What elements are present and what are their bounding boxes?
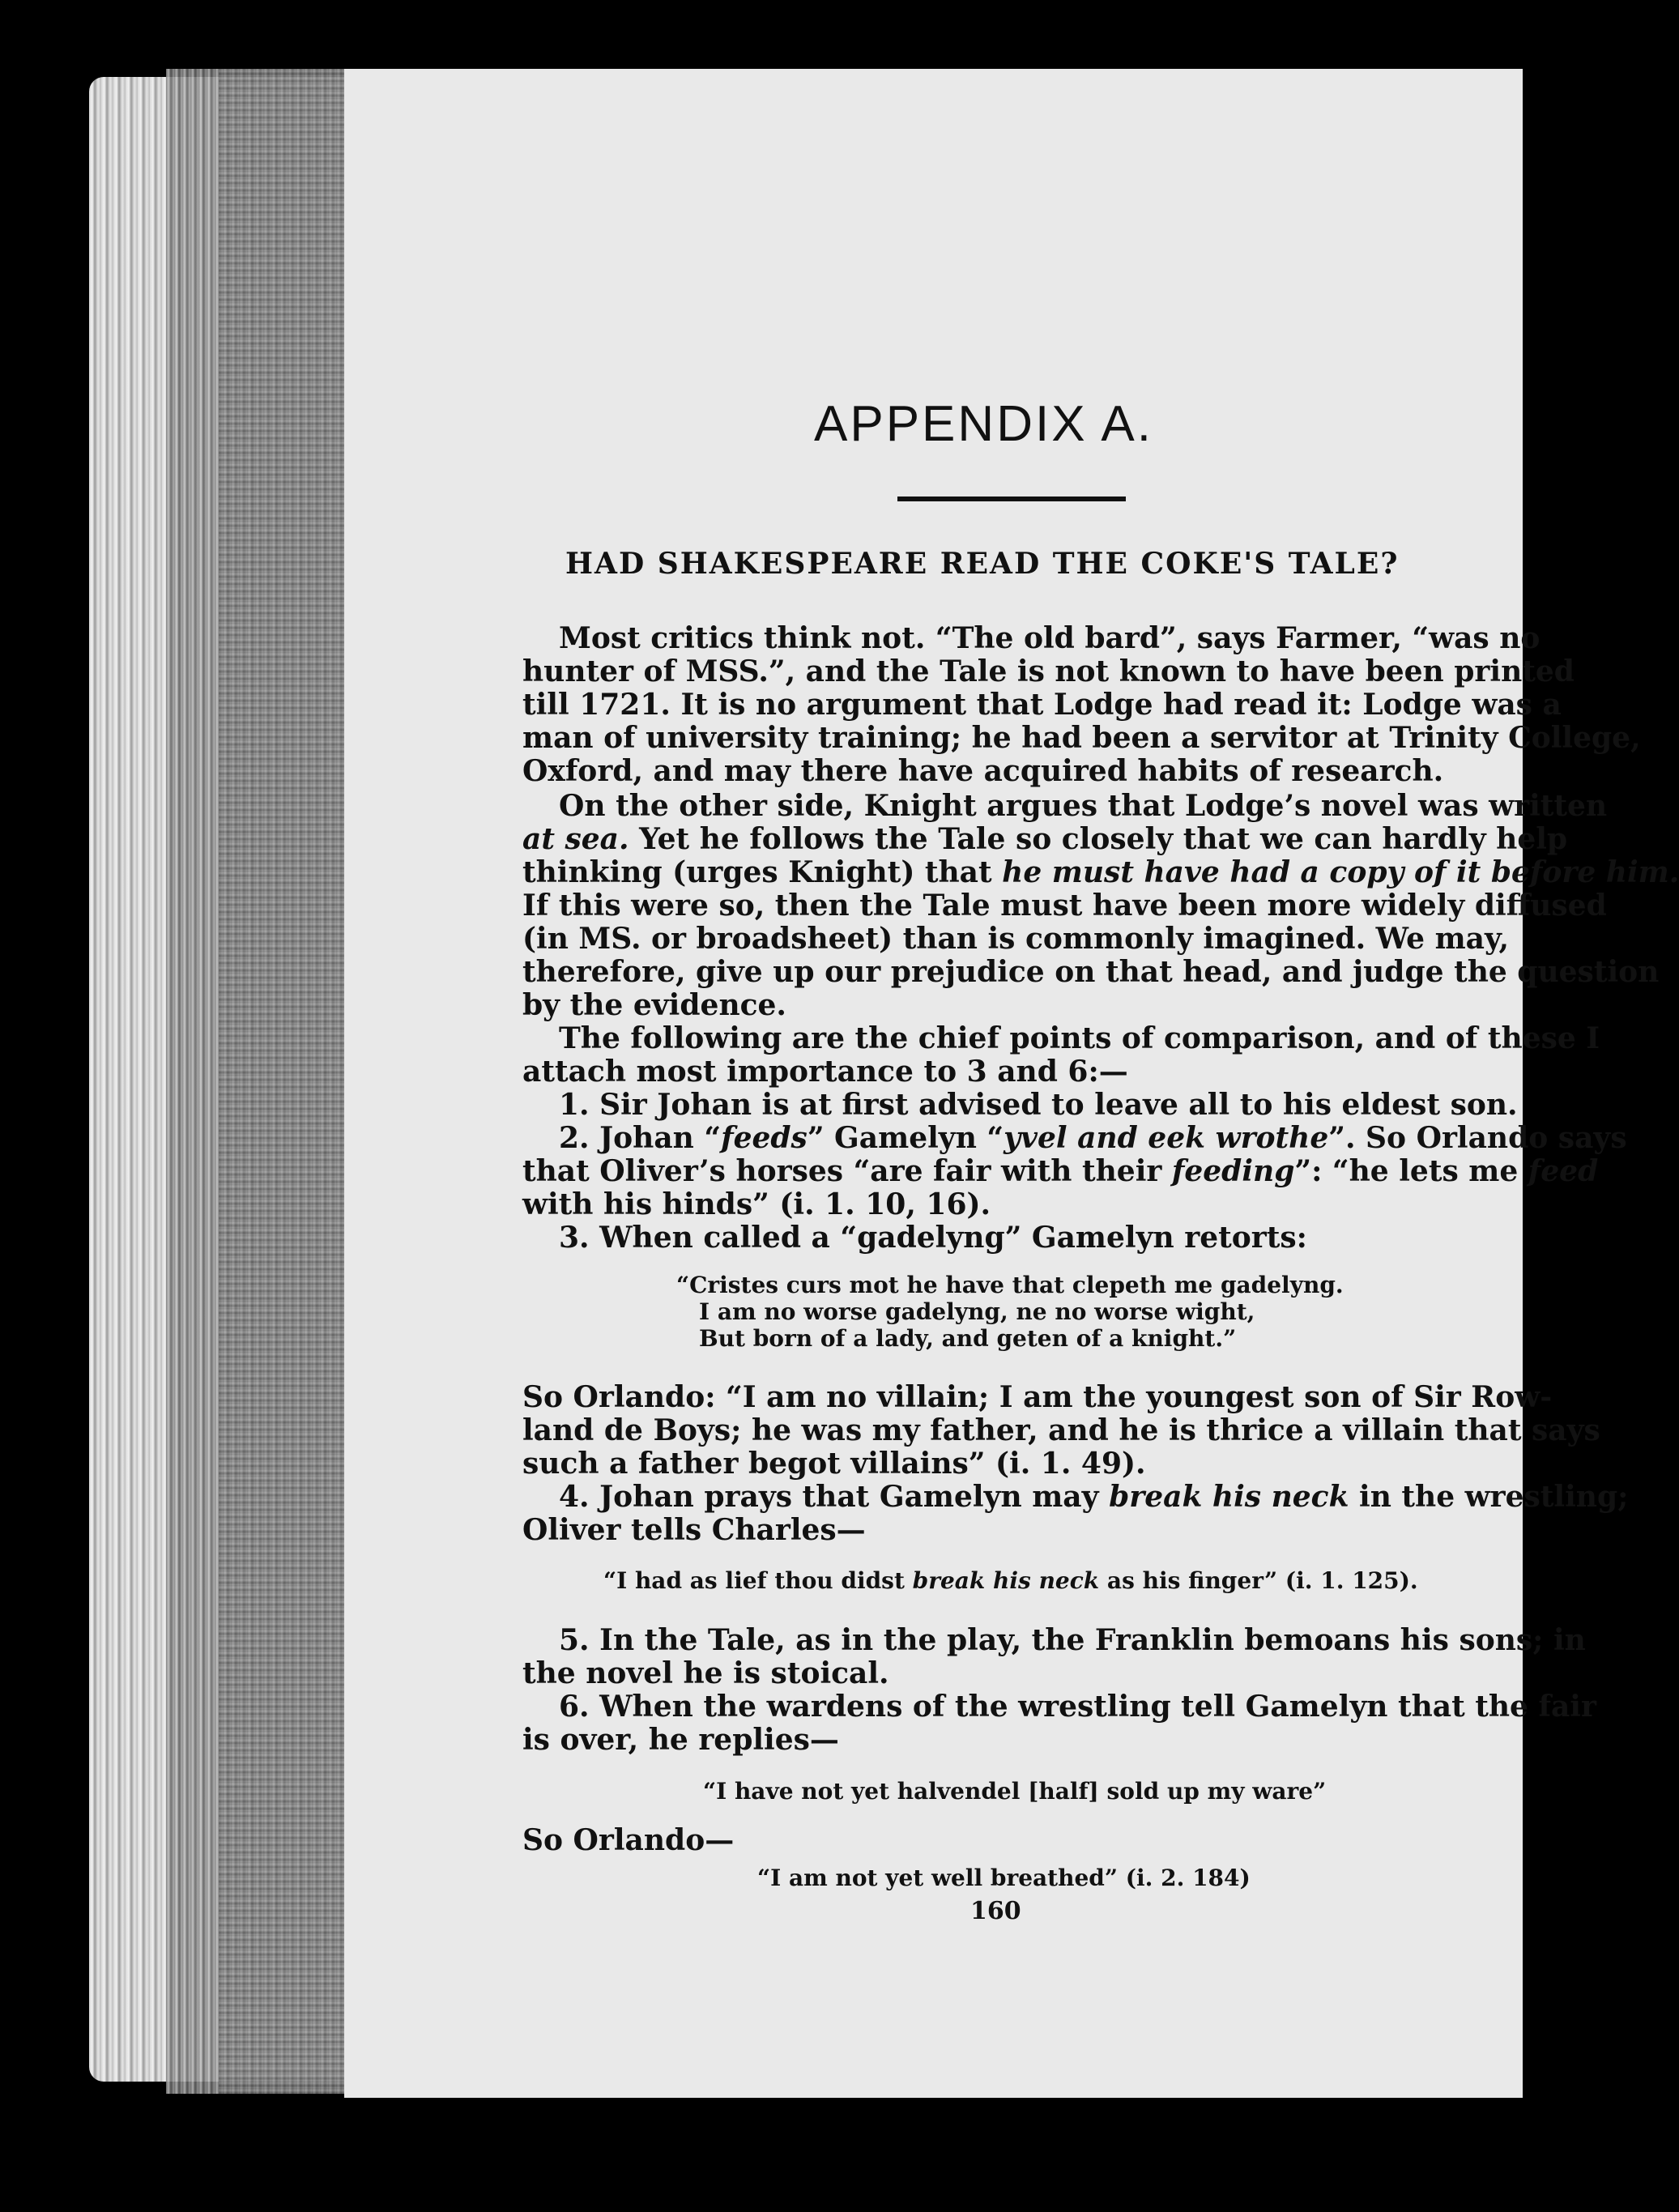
text-line: land de Boys; he was my father, and he is thrice a villain that says: [522, 1413, 1600, 1447]
text-span: in the wrestling;: [1349, 1480, 1629, 1514]
text-line: man of university training; he had been a servitor at Trinity College,: [522, 721, 1641, 755]
text-line: [522, 1154, 1599, 1188]
paragraph-orlando: [522, 1380, 1629, 1547]
text-span: as his finger” (i. 1. 125).: [1099, 1567, 1418, 1594]
italic-text: feeding: [1171, 1154, 1295, 1188]
text-line: [522, 822, 1568, 856]
text-span: ” Gamelyn “: [807, 1121, 1004, 1155]
point-4: [522, 1480, 1629, 1514]
section-subtitle: HAD SHAKESPEARE READ THE COKE'S TALE?: [565, 547, 1400, 581]
text-span: 4. Johan prays that Gamelyn may: [559, 1480, 1110, 1514]
text-line: The following are the chief points of comparison, and of these I: [559, 1021, 1600, 1055]
italic-text: at sea.: [522, 822, 629, 856]
text-span: ”. So Orlando says: [1328, 1121, 1627, 1155]
text-line: If this were so, then the Tale must have been more widely diffused: [522, 889, 1607, 923]
text-line: [522, 855, 1679, 889]
point-3: 3. When called a “gadelyng” Gamelyn retorts:: [559, 1221, 1307, 1255]
text-line: therefore, give up our prejudice on that head, and judge the question: [522, 955, 1660, 989]
text-line: till 1721. It is no argument that Lodge had read it: Lodge was a: [522, 688, 1562, 722]
text-span: ”: “he lets me: [1294, 1154, 1528, 1188]
italic-text: he must have had a copy of it before him.: [1002, 855, 1679, 889]
text-span: 2. Johan “: [559, 1121, 722, 1155]
orlando-2: [522, 1824, 1482, 1857]
text-line: by the evidence.: [522, 988, 786, 1022]
italic-text: feed: [1528, 1154, 1599, 1188]
text-line: (in MS. or broadsheet) than is commonly imagined. We may,: [522, 922, 1510, 956]
italic-text: yvel and eek wrothe: [1004, 1121, 1329, 1155]
text-line: is over, he replies—: [522, 1723, 839, 1757]
paragraph-points-5-6: [522, 1623, 1596, 1757]
point-1: 1. Sir Johan is at first advised to leave all to his eldest son.: [559, 1088, 1518, 1122]
italic-text: break his neck: [912, 1567, 1100, 1594]
point-5: 5. In the Tale, as in the play, the Franklin bemoans his sons; in: [559, 1623, 1586, 1657]
text-line: So Orlando: “I am no villain; I am the youngest son of Sir Row-: [522, 1380, 1553, 1414]
text-line: Most critics think not. “The old bard”, says Farmer, “was no: [559, 621, 1541, 655]
heading-rule: [897, 497, 1126, 501]
text-line: such a father begot villains” (i. 1. 49).: [522, 1447, 1146, 1481]
quote-halvendel: “I have not yet halvendel [half] sold up my ware”: [703, 1778, 1327, 1805]
point-6: 6. When the wardens of the wrestling tell Gamelyn that the fair: [559, 1690, 1596, 1724]
page-number: 160: [970, 1897, 1021, 1925]
point-2: [522, 1121, 1627, 1155]
text-line: attach most importance to 3 and 6:—: [522, 1055, 1128, 1089]
text-span: thinking (urges Knight) that: [522, 855, 1003, 889]
appendix-heading: APPENDIX A.: [814, 396, 1153, 452]
paragraph-3: [522, 1021, 1627, 1255]
quote-breathed: “I am not yet well breathed” (i. 2. 184): [757, 1865, 1251, 1891]
text-line: So Orlando—: [522, 1823, 735, 1857]
quote-line: But born of a lady, and geten of a knight.”: [699, 1325, 1237, 1352]
text-span: “I had as lief thou didst: [603, 1567, 913, 1594]
quote-line: I am no worse gadelyng, ne no worse wight,: [699, 1298, 1255, 1325]
paragraph-1: [522, 621, 1641, 788]
text-line: Oliver tells Charles—: [522, 1513, 866, 1547]
italic-text: feeds: [721, 1121, 808, 1155]
text-span: Yet he follows the Tale so closely that we can hardly help: [629, 822, 1568, 856]
text-line: with his hinds” (i. 1. 10, 16).: [522, 1187, 991, 1221]
paragraph-2: [522, 789, 1679, 1022]
italic-text: break his neck: [1109, 1480, 1349, 1514]
text-span: that Oliver’s horses “are fair with their: [522, 1154, 1172, 1188]
text-line: the novel he is stoical.: [522, 1656, 889, 1690]
quote-line: “Cristes curs mot he have that clepeth me gadelyng.: [676, 1272, 1344, 1298]
text-line: On the other side, Knight argues that Lodge’s novel was written: [559, 789, 1608, 823]
quote-gamelyn: [676, 1272, 1344, 1352]
text-line: hunter of MSS.”, and the Tale is not known to have been printed: [522, 654, 1575, 688]
quote-oliver: [603, 1567, 1418, 1594]
page-stack-texture: [219, 69, 344, 2094]
text-line: Oxford, and may there have acquired habits of research.: [522, 754, 1444, 788]
